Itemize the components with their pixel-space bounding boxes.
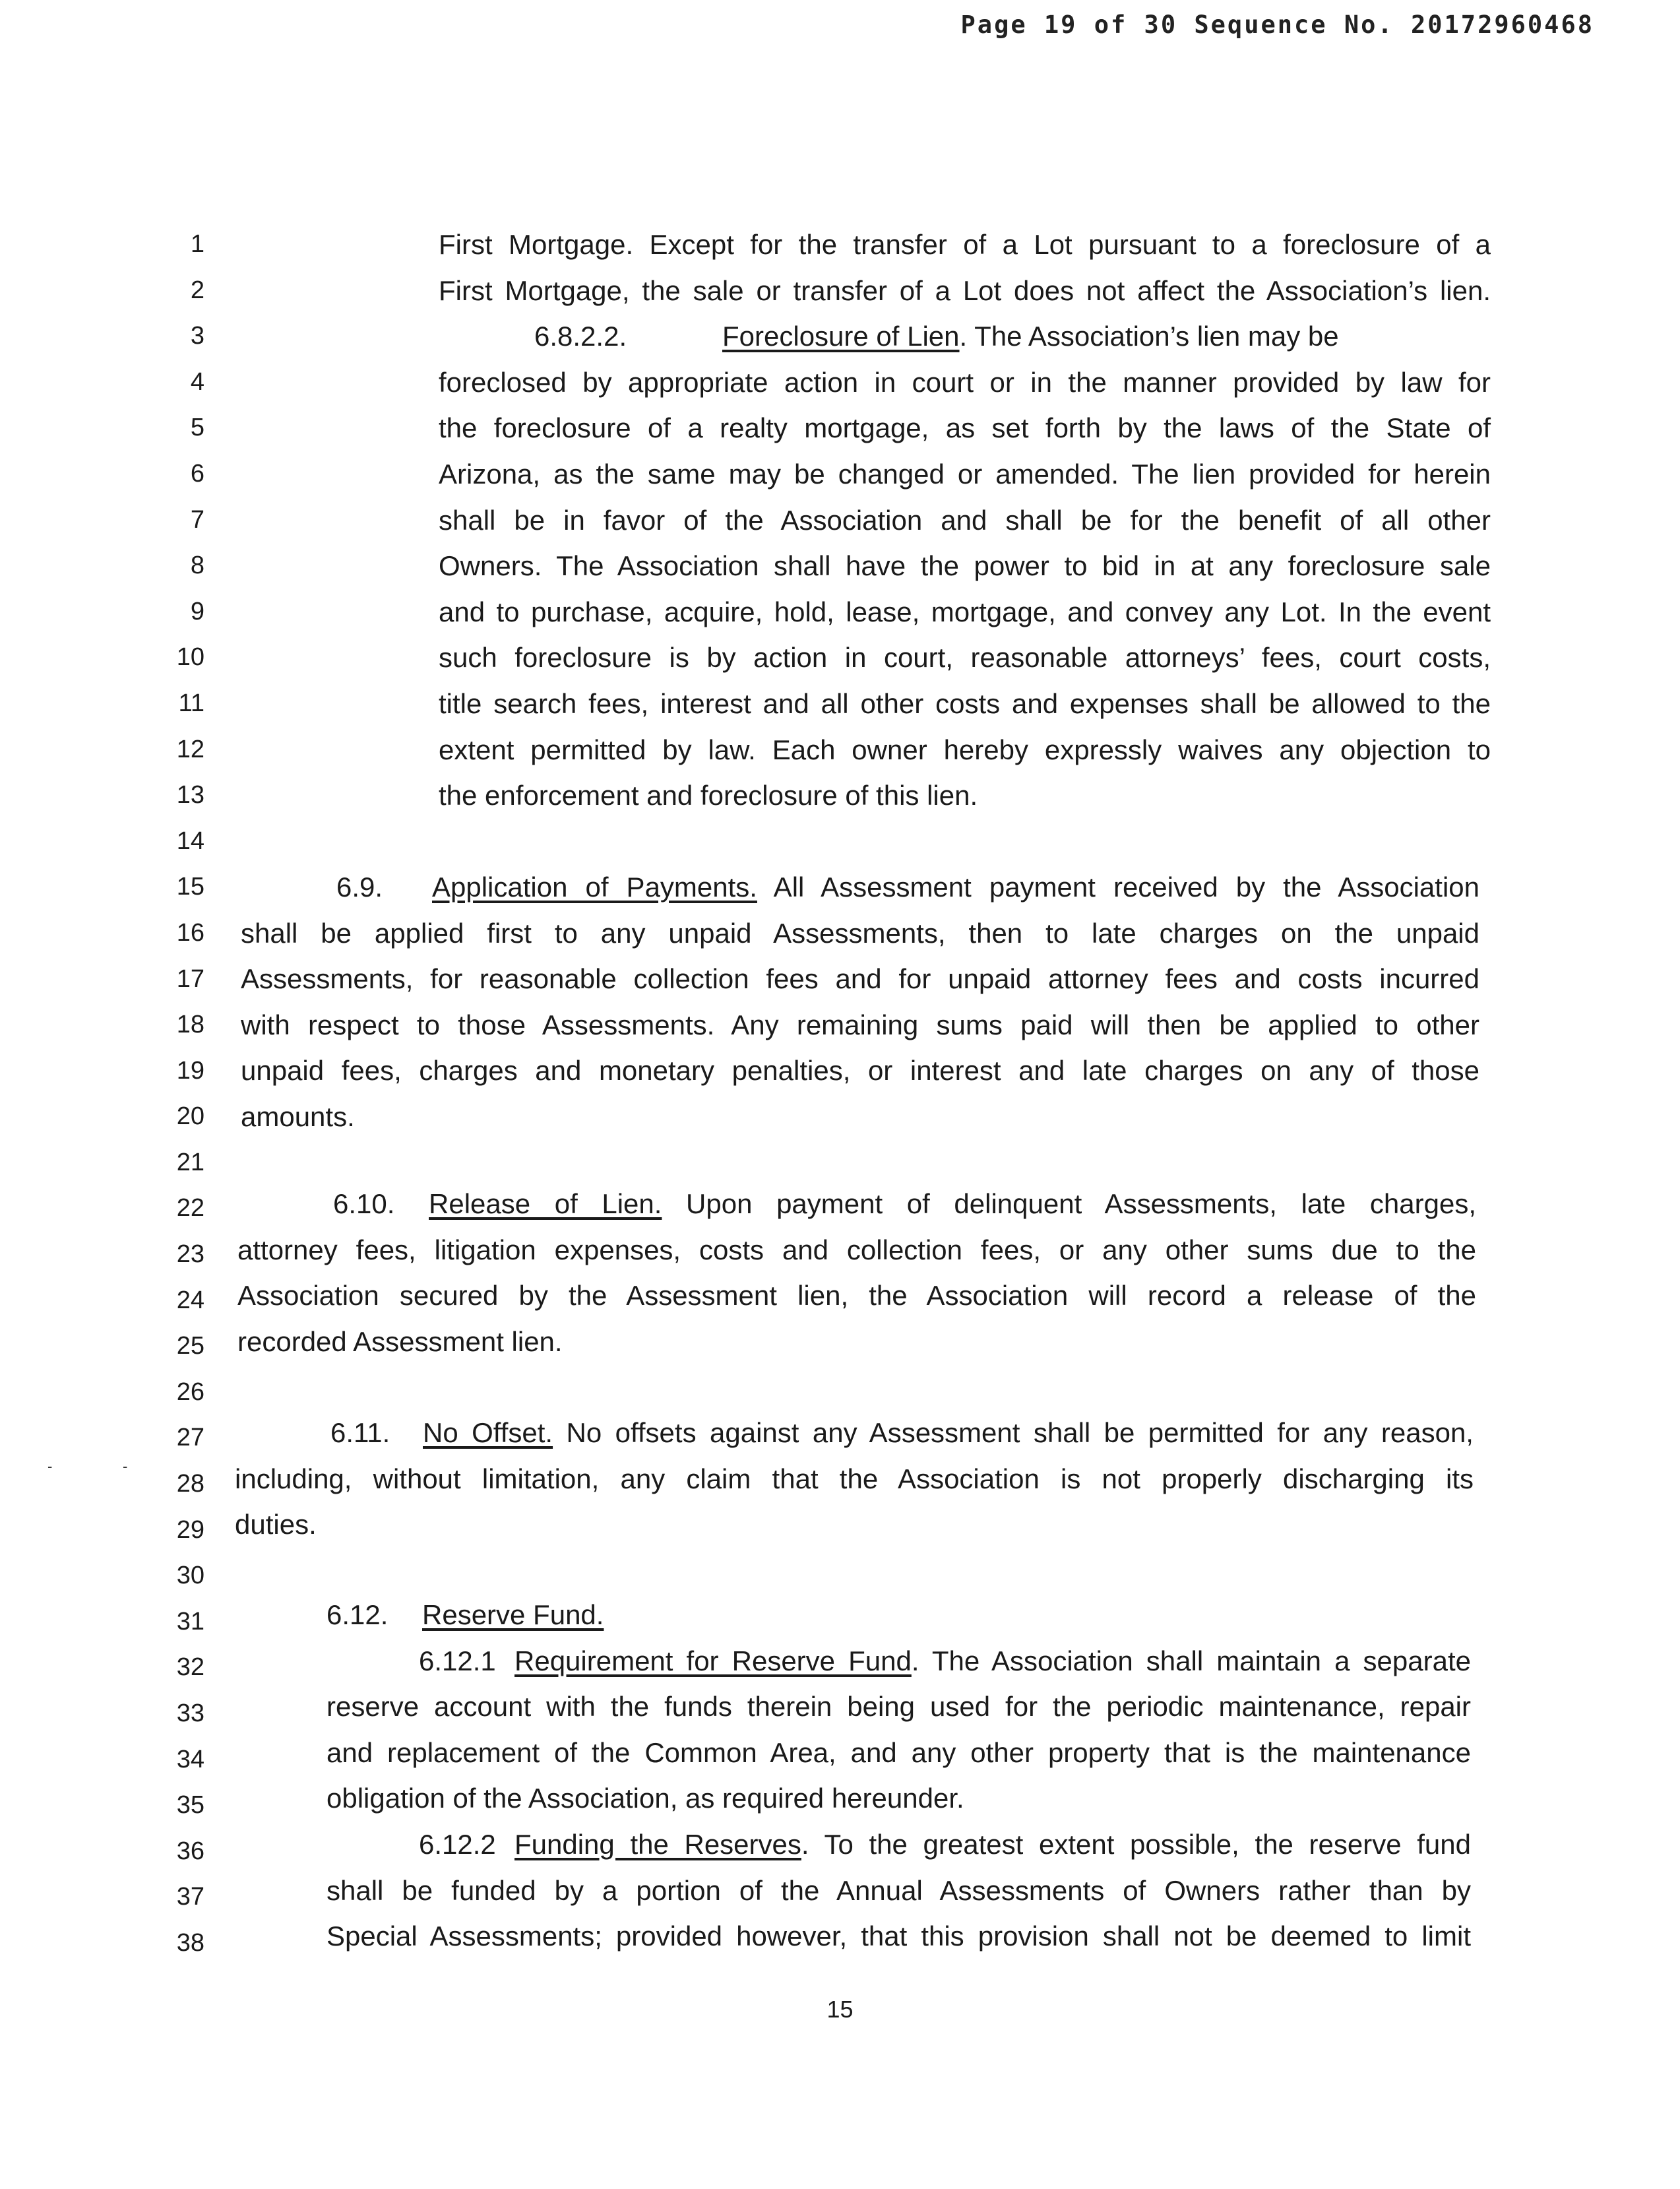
text-line: attorney fees, litigation expenses, costs and collection fees, or any other sums due to the (237, 1234, 1476, 1265)
text-line: Owners. The Association shall have the power to bid in at any foreclosure sale (439, 550, 1491, 582)
section-heading: No Offset. (423, 1417, 553, 1448)
text-line: and to purchase, acquire, hold, lease, mortgage, and convey any Lot. In the event (439, 596, 1491, 627)
line-number: 26 (176, 1378, 204, 1406)
line-number: 34 (176, 1745, 204, 1773)
line-number: 15 (176, 873, 204, 901)
line-number: 30 (176, 1562, 204, 1590)
text-line: Special Assessments; provided however, that this provision shall not be deemed to limit (327, 1920, 1471, 1952)
text-span: . The Association’s lien may be (959, 321, 1339, 352)
text-line: extent permitted by law. Each owner hereby expressly waives any objection to (439, 734, 1491, 765)
text-line: such foreclosure is by action in court, reasonable attorneys’ fees, court costs, (439, 642, 1491, 674)
line-number: 1 (190, 230, 204, 258)
text-line: recorded Assessment lien. (237, 1325, 563, 1357)
line-number: 28 (176, 1470, 204, 1498)
text-line: shall be applied first to any unpaid Assessments, then to late charges on the unpaid (241, 917, 1479, 949)
subheading-line (327, 1638, 1471, 1684)
line-number: 13 (176, 781, 204, 809)
text-line: reserve account with the funds therein being used for the periodic maintenance, repair (327, 1691, 1471, 1723)
line-number: 12 (176, 735, 204, 763)
heading-line (439, 313, 1491, 360)
text-line: with respect to those Assessments. Any remaining sums paid will then be applied to other (241, 1009, 1479, 1040)
line-number: 17 (176, 965, 204, 993)
text-line: the foreclosure of a realty mortgage, as set forth by the laws of the State of (439, 412, 1491, 444)
line-number: 3 (190, 322, 204, 350)
line-number: 5 (190, 414, 204, 442)
line-number: 31 (176, 1607, 204, 1635)
line-number: 35 (176, 1791, 204, 1820)
line-number: 38 (176, 1928, 204, 1957)
page-sequence-stamp: Page 19 of 30 Sequence No. 20172960468 (960, 11, 1594, 39)
text-line: title search fees, interest and all other costs and expenses shall be allowed to the (439, 688, 1491, 719)
text-line: unpaid fees, charges and monetary penalties, or interest and late charges on any of those (241, 1055, 1479, 1087)
text-line: foreclosed by appropriate action in court or in the manner provided by law for (439, 366, 1491, 398)
line-number: 25 (176, 1332, 204, 1360)
text-line: Assessments, for reasonable collection fees and for unpaid attorney fees and costs incurred (241, 963, 1479, 995)
subsection-number: 6.12.2 (419, 1829, 496, 1860)
text-span: . To the greatest extent possible, the reserve fund (801, 1829, 1471, 1860)
line-number: 9 (190, 597, 204, 625)
line-number: 23 (176, 1240, 204, 1269)
line-number: 7 (190, 505, 204, 534)
text-line: shall be in favor of the Association and shall be for the benefit of all other (439, 504, 1491, 536)
section-heading: Application of Payments. (432, 872, 757, 903)
subsection-number: 6.12.1 (419, 1645, 496, 1676)
text-span: . The Association shall maintain a separate (911, 1645, 1471, 1676)
line-number: 21 (176, 1148, 204, 1176)
text-line: Association secured by the Assessment lien, the Association will record a release of the (237, 1280, 1476, 1312)
line-number: 16 (176, 918, 204, 947)
line-number-column (132, 222, 204, 1967)
margin-mark-right: - (123, 1458, 128, 1475)
section-number: 6.11. (330, 1417, 390, 1448)
text-line: including, without limitation, any claim that the Association is not properly discharging its (235, 1463, 1474, 1494)
line-number: 18 (176, 1011, 204, 1039)
text-line: shall be funded by a portion of the Annual Assessments of Owners rather than by (327, 1874, 1471, 1906)
section-number: 6.12. (327, 1599, 389, 1630)
text-line: duties. (235, 1509, 317, 1540)
line-number: 14 (176, 827, 204, 855)
line-number: 32 (176, 1653, 204, 1682)
line-number: 8 (190, 552, 204, 580)
line-number: 10 (176, 643, 204, 672)
line-number: 24 (176, 1286, 204, 1314)
section-number: 6.10. (333, 1188, 395, 1219)
text-span: Upon payment of delinquent Assessments, late charges, (662, 1188, 1476, 1219)
text-line: Arizona, as the same may be changed or amended. The lien provided for herein (439, 459, 1491, 490)
section-heading: Release of Lien. (429, 1188, 662, 1219)
page-number: 15 (826, 1996, 854, 2023)
heading-line (327, 1592, 1471, 1638)
line-number: 27 (176, 1424, 204, 1452)
text-span: No offsets against any Assessment shall be permitted for any reason, (553, 1417, 1474, 1448)
line-number: 36 (176, 1837, 204, 1865)
text-line: obligation of the Association, as required hereunder. (327, 1783, 964, 1814)
subsection-heading: Funding the Reserves (514, 1829, 801, 1860)
text-line: the enforcement and foreclosure of this lien. (439, 780, 978, 811)
margin-mark-left: - (47, 1458, 53, 1475)
section-heading: Foreclosure of Lien (722, 321, 960, 352)
line-number: 6 (190, 459, 204, 488)
text-line: and replacement of the Common Area, and any other property that is the maintenance (327, 1736, 1471, 1768)
line-number: 22 (176, 1194, 204, 1222)
heading-line (241, 864, 1479, 910)
line-number: 37 (176, 1883, 204, 1911)
text-line: First Mortgage. Except for the transfer of a Lot pursuant to a foreclosure of a (439, 229, 1491, 260)
heading-line (235, 1410, 1474, 1456)
text-line: amounts. (241, 1101, 355, 1132)
section-number: 6.9. (336, 872, 383, 903)
section-heading: Reserve Fund. (422, 1599, 604, 1630)
subsection-heading: Requirement for Reserve Fund (514, 1645, 912, 1676)
heading-line (237, 1181, 1476, 1227)
line-number: 33 (176, 1699, 204, 1727)
line-number: 29 (176, 1515, 204, 1544)
text-span: All Assessment payment received by the Association (757, 872, 1479, 903)
line-number: 19 (176, 1056, 204, 1085)
line-number: 20 (176, 1102, 204, 1131)
line-number: 2 (190, 276, 204, 304)
line-number: 4 (190, 367, 204, 396)
text-line: First Mortgage, the sale or transfer of a Lot does not affect the Association’s lien. (439, 274, 1491, 306)
section-number: 6.8.2.2. (534, 321, 627, 352)
subheading-line (327, 1822, 1471, 1868)
line-number: 11 (178, 689, 204, 717)
